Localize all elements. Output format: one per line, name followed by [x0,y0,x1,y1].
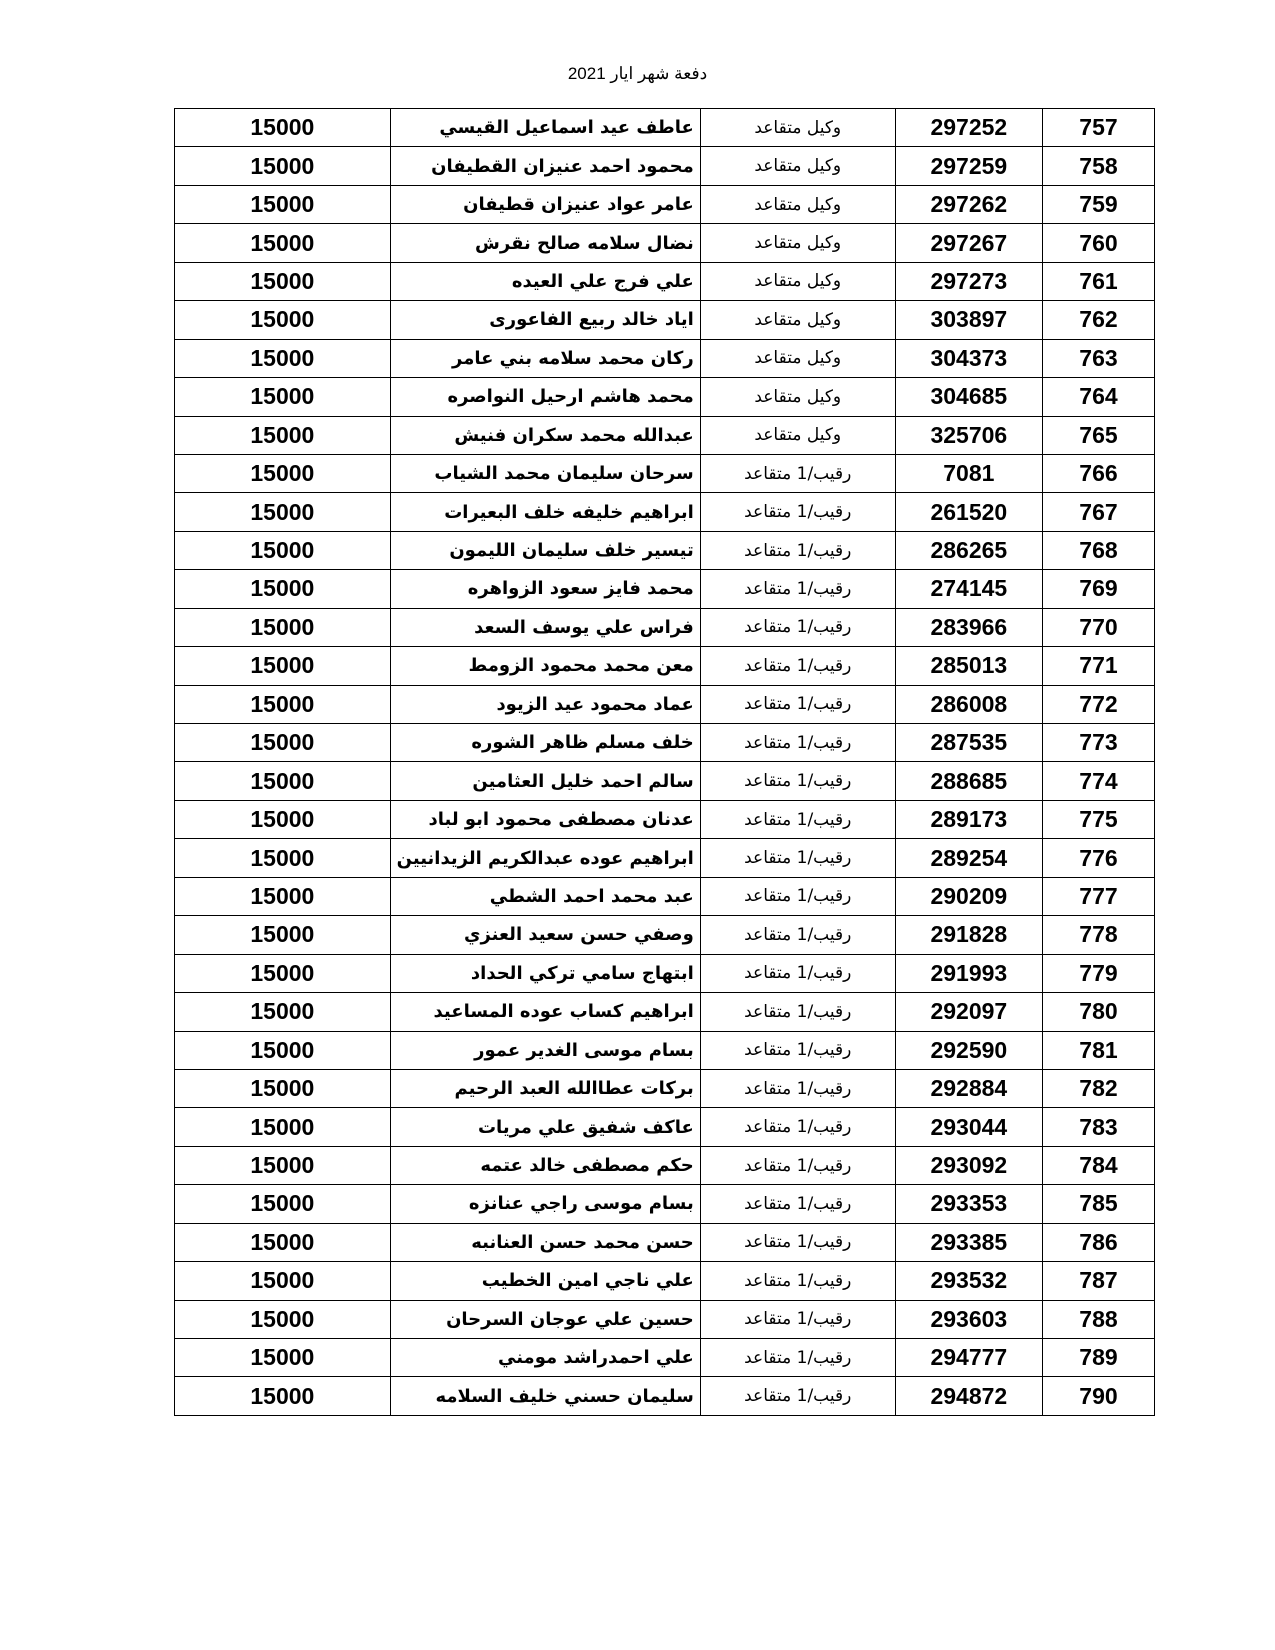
amount-cell: 15000 [175,416,391,454]
amount-cell: 15000 [175,570,391,608]
sequence-cell: 775 [1042,800,1154,838]
name-cell: محمد هاشم ارحيل النواصره [390,378,700,416]
sequence-cell: 758 [1042,147,1154,185]
name-cell: ابتهاج سامي تركي الحداد [390,954,700,992]
military-number-cell: 291993 [895,954,1042,992]
military-number-cell: 293353 [895,1185,1042,1223]
table-row [175,839,1155,877]
rank-cell: وكيل متقاعد [700,339,895,377]
amount-cell: 15000 [175,993,391,1031]
rank-cell: رقيب/1 متقاعد [700,608,895,646]
name-cell: علي فرج علي العيده [390,262,700,300]
name-cell: عامر عواد عنيزان قطيفان [390,185,700,223]
table-row [175,339,1155,377]
amount-cell: 15000 [175,647,391,685]
amount-cell: 15000 [175,185,391,223]
rank-cell: وكيل متقاعد [700,185,895,223]
amount-cell: 15000 [175,724,391,762]
rank-cell: وكيل متقاعد [700,301,895,339]
table-row [175,647,1155,685]
sequence-cell: 776 [1042,839,1154,877]
table-row [175,1377,1155,1415]
amount-cell: 15000 [175,1223,391,1261]
amount-cell: 15000 [175,1069,391,1107]
military-number-cell: 294777 [895,1339,1042,1377]
military-number-cell: 293603 [895,1300,1042,1338]
table-row [175,109,1155,147]
amount-cell: 15000 [175,147,391,185]
name-cell: عاطف عيد اسماعيل القيسي [390,109,700,147]
name-cell: علي احمدراشد مومني [390,1339,700,1377]
name-cell: حكم مصطفى خالد عتمه [390,1146,700,1184]
military-number-cell: 289173 [895,800,1042,838]
rank-cell: رقيب/1 متقاعد [700,1223,895,1261]
military-number-cell: 325706 [895,416,1042,454]
sequence-cell: 782 [1042,1069,1154,1107]
rank-cell: رقيب/1 متقاعد [700,877,895,915]
sequence-cell: 777 [1042,877,1154,915]
rank-cell: رقيب/1 متقاعد [700,531,895,569]
military-number-cell: 297267 [895,224,1042,262]
sequence-cell: 770 [1042,608,1154,646]
amount-cell: 15000 [175,685,391,723]
table-row [175,1108,1155,1146]
name-cell: نضال سلامه صالح نقرش [390,224,700,262]
sequence-cell: 772 [1042,685,1154,723]
sequence-cell: 760 [1042,224,1154,262]
name-cell: ابراهيم خليفه خلف البعيرات [390,493,700,531]
sequence-cell: 779 [1042,954,1154,992]
amount-cell: 15000 [175,493,391,531]
military-number-cell: 304685 [895,378,1042,416]
payment-table [174,108,1155,1416]
sequence-cell: 769 [1042,570,1154,608]
table-row [175,1300,1155,1338]
amount-cell: 15000 [175,1108,391,1146]
military-number-cell: 292590 [895,1031,1042,1069]
rank-cell: رقيب/1 متقاعد [700,1146,895,1184]
military-number-cell: 7081 [895,454,1042,492]
amount-cell: 15000 [175,762,391,800]
name-cell: تيسير خلف سليمان الليمون [390,531,700,569]
table-row [175,1339,1155,1377]
sequence-cell: 781 [1042,1031,1154,1069]
rank-cell: رقيب/1 متقاعد [700,454,895,492]
military-number-cell: 289254 [895,839,1042,877]
rank-cell: رقيب/1 متقاعد [700,1262,895,1300]
rank-cell: رقيب/1 متقاعد [700,685,895,723]
amount-cell: 15000 [175,1146,391,1184]
rank-cell: رقيب/1 متقاعد [700,647,895,685]
name-cell: سالم احمد خليل العثامين [390,762,700,800]
sequence-cell: 759 [1042,185,1154,223]
rank-cell: رقيب/1 متقاعد [700,954,895,992]
military-number-cell: 286265 [895,531,1042,569]
sequence-cell: 780 [1042,993,1154,1031]
name-cell: بسام موسى راجي عنانزه [390,1185,700,1223]
amount-cell: 15000 [175,1300,391,1338]
rank-cell: وكيل متقاعد [700,378,895,416]
table-body [175,109,1155,1416]
military-number-cell: 286008 [895,685,1042,723]
military-number-cell: 288685 [895,762,1042,800]
amount-cell: 15000 [175,1339,391,1377]
table-row [175,378,1155,416]
table-row [175,1031,1155,1069]
sequence-cell: 787 [1042,1262,1154,1300]
rank-cell: رقيب/1 متقاعد [700,570,895,608]
sequence-cell: 762 [1042,301,1154,339]
amount-cell: 15000 [175,339,391,377]
table-row [175,608,1155,646]
table-row [175,1223,1155,1261]
military-number-cell: 287535 [895,724,1042,762]
rank-cell: وكيل متقاعد [700,147,895,185]
military-number-cell: 285013 [895,647,1042,685]
amount-cell: 15000 [175,1185,391,1223]
name-cell: عبد محمد احمد الشطي [390,877,700,915]
military-number-cell: 293532 [895,1262,1042,1300]
sequence-cell: 757 [1042,109,1154,147]
table-row [175,1069,1155,1107]
rank-cell: وكيل متقاعد [700,109,895,147]
rank-cell: رقيب/1 متقاعد [700,993,895,1031]
sequence-cell: 788 [1042,1300,1154,1338]
rank-cell: رقيب/1 متقاعد [700,1300,895,1338]
table-row [175,1262,1155,1300]
rank-cell: رقيب/1 متقاعد [700,1031,895,1069]
table-row [175,993,1155,1031]
military-number-cell: 293092 [895,1146,1042,1184]
table-row [175,570,1155,608]
sequence-cell: 783 [1042,1108,1154,1146]
military-number-cell: 294872 [895,1377,1042,1415]
table-row [175,1185,1155,1223]
amount-cell: 15000 [175,1031,391,1069]
name-cell: عدنان مصطفى محمود ابو لباد [390,800,700,838]
military-number-cell: 292884 [895,1069,1042,1107]
rank-cell: رقيب/1 متقاعد [700,1339,895,1377]
name-cell: بسام موسى الغدير عمور [390,1031,700,1069]
amount-cell: 15000 [175,262,391,300]
amount-cell: 15000 [175,378,391,416]
name-cell: اياد خالد ربيع الفاعورى [390,301,700,339]
name-cell: سرحان سليمان محمد الشياب [390,454,700,492]
table-row [175,224,1155,262]
rank-cell: رقيب/1 متقاعد [700,916,895,954]
name-cell: عاكف شفيق علي مريات [390,1108,700,1146]
military-number-cell: 290209 [895,877,1042,915]
amount-cell: 15000 [175,454,391,492]
name-cell: حسين علي عوجان السرحان [390,1300,700,1338]
rank-cell: رقيب/1 متقاعد [700,800,895,838]
military-number-cell: 297262 [895,185,1042,223]
table-row [175,1146,1155,1184]
military-number-cell: 297259 [895,147,1042,185]
name-cell: عماد محمود عيد الزيود [390,685,700,723]
military-number-cell: 274145 [895,570,1042,608]
sequence-cell: 771 [1042,647,1154,685]
rank-cell: وكيل متقاعد [700,416,895,454]
military-number-cell: 283966 [895,608,1042,646]
sequence-cell: 763 [1042,339,1154,377]
table-row [175,877,1155,915]
rank-cell: رقيب/1 متقاعد [700,1108,895,1146]
sequence-cell: 785 [1042,1185,1154,1223]
amount-cell: 15000 [175,954,391,992]
table-row [175,531,1155,569]
table-row [175,301,1155,339]
sequence-cell: 790 [1042,1377,1154,1415]
amount-cell: 15000 [175,531,391,569]
military-number-cell: 297252 [895,109,1042,147]
military-number-cell: 303897 [895,301,1042,339]
table-row [175,916,1155,954]
rank-cell: رقيب/1 متقاعد [700,1069,895,1107]
rank-cell: رقيب/1 متقاعد [700,762,895,800]
table-row [175,416,1155,454]
table-row [175,185,1155,223]
sequence-cell: 761 [1042,262,1154,300]
rank-cell: رقيب/1 متقاعد [700,1185,895,1223]
table-row [175,685,1155,723]
rank-cell: رقيب/1 متقاعد [700,839,895,877]
military-number-cell: 261520 [895,493,1042,531]
amount-cell: 15000 [175,109,391,147]
sequence-cell: 784 [1042,1146,1154,1184]
rank-cell: وكيل متقاعد [700,224,895,262]
rank-cell: رقيب/1 متقاعد [700,493,895,531]
name-cell: بركات عطاالله العبد الرحيم [390,1069,700,1107]
table-row [175,724,1155,762]
name-cell: معن محمد محمود الزومط [390,647,700,685]
amount-cell: 15000 [175,800,391,838]
amount-cell: 15000 [175,877,391,915]
rank-cell: رقيب/1 متقاعد [700,724,895,762]
sequence-cell: 778 [1042,916,1154,954]
table-row [175,800,1155,838]
name-cell: ابراهيم عوده عبدالكريم الزيدانيين [390,839,700,877]
sequence-cell: 765 [1042,416,1154,454]
sequence-cell: 764 [1042,378,1154,416]
sequence-cell: 786 [1042,1223,1154,1261]
rank-cell: وكيل متقاعد [700,262,895,300]
name-cell: فراس علي يوسف السعد [390,608,700,646]
military-number-cell: 293385 [895,1223,1042,1261]
military-number-cell: 293044 [895,1108,1042,1146]
sequence-cell: 768 [1042,531,1154,569]
amount-cell: 15000 [175,1262,391,1300]
name-cell: خلف مسلم ظاهر الشوره [390,724,700,762]
table-row [175,147,1155,185]
sequence-cell: 773 [1042,724,1154,762]
amount-cell: 15000 [175,1377,391,1415]
name-cell: ركان محمد سلامه بني عامر [390,339,700,377]
amount-cell: 15000 [175,224,391,262]
table-row [175,454,1155,492]
table-row [175,493,1155,531]
name-cell: سليمان حسني خليف السلامه [390,1377,700,1415]
amount-cell: 15000 [175,608,391,646]
military-number-cell: 304373 [895,339,1042,377]
table-row [175,262,1155,300]
military-number-cell: 292097 [895,993,1042,1031]
page-title: دفعة شهر ايار 2021 [567,64,708,83]
name-cell: محمد فايز سعود الزواهره [390,570,700,608]
sequence-cell: 789 [1042,1339,1154,1377]
name-cell: ابراهيم كساب عوده المساعيد [390,993,700,1031]
name-cell: علي ناجي امين الخطيب [390,1262,700,1300]
name-cell: حسن محمد حسن العنانبه [390,1223,700,1261]
military-number-cell: 291828 [895,916,1042,954]
amount-cell: 15000 [175,301,391,339]
sequence-cell: 766 [1042,454,1154,492]
name-cell: عبدالله محمد سكران فنيش [390,416,700,454]
name-cell: محمود احمد عنيزان القطيفان [390,147,700,185]
rank-cell: رقيب/1 متقاعد [700,1377,895,1415]
table-row [175,954,1155,992]
sequence-cell: 767 [1042,493,1154,531]
military-number-cell: 297273 [895,262,1042,300]
table-row [175,762,1155,800]
sequence-cell: 774 [1042,762,1154,800]
amount-cell: 15000 [175,839,391,877]
amount-cell: 15000 [175,916,391,954]
name-cell: وصفي حسن سعيد العنزي [390,916,700,954]
